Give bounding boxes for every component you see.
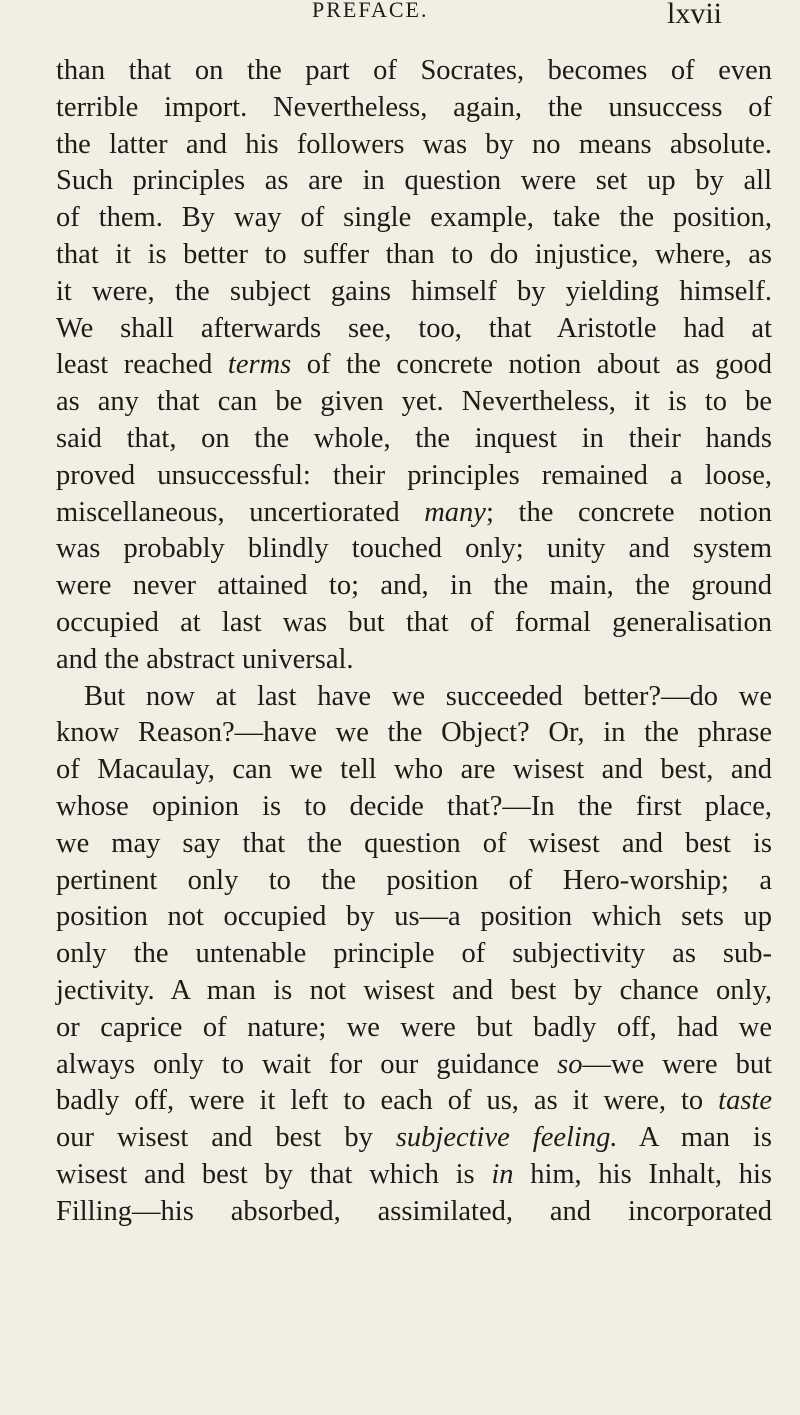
text-run: ; the concrete notion bbox=[485, 496, 772, 528]
paragraph-last-line: and the abstract universal. bbox=[56, 643, 354, 675]
text-run: miscellaneous, uncertiorated bbox=[56, 496, 425, 528]
text-line bbox=[56, 495, 772, 532]
text-line: was probably blindly touched only; unity and system bbox=[56, 533, 772, 565]
text-run: always only to wait for our guidance bbox=[56, 1048, 558, 1080]
paragraph-first-line: But now at last have we succeeded better?—do we bbox=[84, 680, 772, 712]
text-run: our wisest and best by bbox=[56, 1122, 396, 1154]
text-line: the latter and his followers was by no means absolute. bbox=[56, 128, 772, 160]
text-line: occupied at last was but that of formal generalisation bbox=[56, 606, 772, 638]
italic-run: terms bbox=[227, 349, 292, 381]
running-head-title: PREFACE. bbox=[312, 0, 429, 22]
italic-run: many bbox=[424, 496, 486, 528]
text-line: proved unsuccessful: their principles remained a loose, bbox=[56, 459, 772, 491]
text-line: know Reason?—have we the Object? Or, in the phrase bbox=[56, 717, 772, 749]
text-line: than that on the part of Socrates, becomes of even bbox=[56, 55, 772, 86]
text-line bbox=[56, 1157, 772, 1194]
text-line bbox=[56, 1083, 772, 1120]
page-number: lxvii bbox=[667, 0, 723, 30]
text-line: were never attained to; and, in the main, the ground bbox=[56, 570, 772, 602]
text-run: badly off, were it left to each of us, as it were, to bbox=[56, 1085, 719, 1117]
italic-run: so bbox=[557, 1048, 583, 1080]
text-line: jectivity. A man is not wisest and best by chance only, bbox=[56, 974, 772, 1006]
text-line: only the untenable principle of subjectivity as sub- bbox=[56, 938, 772, 970]
text-line: that it is better to suffer than to do injustice, where, as bbox=[56, 238, 772, 270]
text-line: Such principles as are in question were set up by all bbox=[56, 165, 772, 197]
body-text bbox=[56, 53, 772, 1231]
text-run: least reached bbox=[56, 349, 228, 381]
italic-run: in bbox=[491, 1158, 514, 1190]
italic-run: subjective feeling. bbox=[395, 1122, 618, 1154]
text-line: terrible import. Nevertheless, again, the unsuccess of bbox=[56, 91, 772, 123]
text-line bbox=[56, 1120, 772, 1157]
text-line: it were, the subject gains himself by yielding himself. bbox=[56, 275, 772, 307]
text-run: —we were but bbox=[582, 1048, 772, 1080]
text-line: of Macaulay, can we tell who are wisest and best, and bbox=[56, 754, 772, 786]
text-run: him, his Inhalt, his bbox=[513, 1158, 772, 1190]
text-line: of them. By way of single example, take the position, bbox=[56, 202, 772, 234]
text-run: wisest and best by that which is bbox=[56, 1158, 492, 1190]
text-line bbox=[56, 1047, 772, 1084]
text-line: we may say that the question of wisest and best is bbox=[56, 827, 772, 859]
text-line: whose opinion is to decide that?—In the first place, bbox=[56, 790, 772, 822]
running-head bbox=[0, 0, 800, 40]
text-line: or caprice of nature; we were but badly off, had we bbox=[56, 1011, 772, 1043]
text-line bbox=[56, 347, 772, 384]
text-line: position not occupied by us—a position which sets up bbox=[56, 901, 772, 933]
text-run: of the concrete notion about as good bbox=[291, 349, 772, 381]
text-line: pertinent only to the position of Hero-worship; a bbox=[56, 864, 772, 896]
text-line: as any that can be given yet. Nevertheless, it is to be bbox=[56, 386, 772, 418]
text-run: A man is bbox=[617, 1122, 772, 1154]
text-line: said that, on the whole, the inquest in their hands bbox=[56, 422, 772, 454]
text-line: We shall afterwards see, too, that Aristotle had at bbox=[56, 312, 772, 344]
text-line: Filling—his absorbed, assimilated, and incorporated bbox=[56, 1195, 772, 1227]
italic-run: taste bbox=[718, 1085, 772, 1117]
